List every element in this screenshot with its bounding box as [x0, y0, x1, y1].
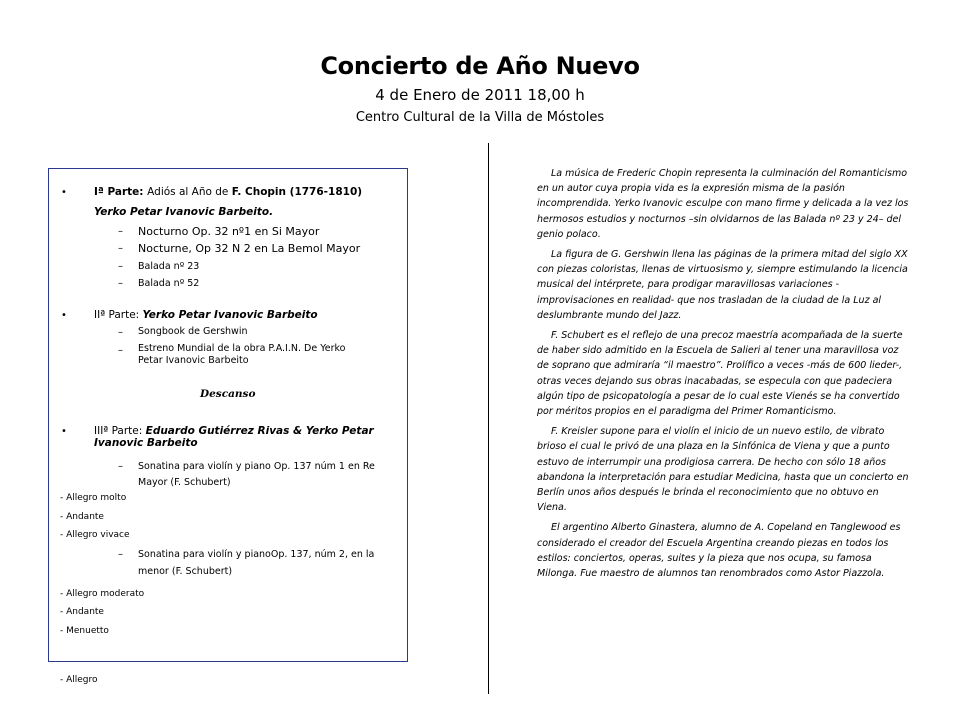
dash: – — [118, 549, 123, 560]
movement: - Allegro vivace — [60, 530, 130, 540]
part3-performer-line2: Ivanovic Barbeito — [94, 437, 198, 449]
part2-heading — [94, 309, 318, 321]
concert-venue: Centro Cultural de la Villa de Móstoles — [355, 110, 605, 125]
column-divider — [488, 143, 489, 694]
dash: – — [118, 327, 123, 338]
bullet-part2: • — [61, 310, 67, 321]
program-item: Petar Ivanovic Barbeito — [138, 355, 249, 366]
part1-label: Iª Parte: — [94, 186, 148, 198]
notes-paragraph-ginastera: El argentino Alberto Ginastera, alumno de A. Copeland en Tanglewood es considerado el creador del Escuela Argentina creando piezas en todos los estilos: conciertos, operas, suites y la pieza que nos ocupa, su famosa Milonga. Fue maestro de alumnos tan renombrados como Astor Piazzola. — [537, 522, 901, 580]
program-item: Nocturne, Op 32 N 2 en La Bemol Mayor — [138, 242, 361, 255]
dash: – — [118, 243, 123, 254]
dash: – — [118, 345, 123, 356]
part3-performer-line1: Eduardo Gutiérrez Rivas & Yerko Petar — [145, 425, 374, 437]
movement: - Andante — [60, 512, 104, 522]
bullet-part1: • — [61, 187, 67, 198]
part3-label: IIIª Parte: — [94, 425, 146, 437]
movement: - Andante — [60, 607, 104, 617]
movement: - Menuetto — [60, 626, 109, 636]
part1-composer: F. Chopin (1776-1810) — [231, 186, 363, 198]
sonata-title: Mayor (F. Schubert) — [138, 477, 231, 488]
program-item: Balada nº 52 — [138, 278, 200, 289]
part2-label: IIª Parte: — [94, 309, 143, 321]
part3-heading — [94, 425, 374, 437]
sonata-title: Sonatina para violín y piano Op. 137 núm 1 en Re — [138, 461, 375, 472]
movement: - Allegro moderato — [60, 589, 145, 599]
concert-date: 4 de Enero de 2011 18,00 h — [375, 86, 585, 104]
notes-paragraph-schubert: F. Schubert es el reflejo de una precoz maestría acompañada de la suerte de haber sido admitido en la Escuela de Salieri al tener una maravillosa voz de soprano que admiraría “il maestro”. Prolífico a veces -más de 600 lieder-, otras veces dejando sus obras inacabadas, se especula con que padeciera algún tipo de psicopatología a pesar de lo cual este Vienés se ha convertido por méritos propios en el paradigma del Primer Romanticismo. — [537, 330, 903, 418]
intermission-label: Descanso — [200, 388, 256, 400]
dash: – — [118, 261, 123, 272]
program-item: Balada nº 23 — [138, 261, 200, 272]
dash: – — [118, 226, 123, 237]
notes-paragraph-chopin: La música de Frederic Chopin representa la culminación del Romanticismo en un autor cuya propia vida es la expresión misma de la pasión incomprendida. Yerko Ivanovic esculpe con mano firme y delicada a la vez los hermosos estudios y nocturnos –sin olvidarnos de las Balada nº 23 y 24– del genio polaco. — [537, 168, 909, 240]
sonata-title: Sonatina para violín y pianoOp. 137, núm 2, en la — [138, 549, 375, 560]
program-notes — [537, 166, 909, 586]
part1-heading — [94, 186, 362, 198]
sonata-title: menor (F. Schubert) — [138, 566, 233, 577]
concert-title: Concierto de Año Nuevo — [320, 52, 640, 80]
program-item: Estreno Mundial de la obra P.A.I.N. De Yerko — [138, 343, 346, 354]
movement-overflow: - Allegro — [60, 675, 98, 685]
dash: – — [118, 461, 123, 472]
bullet-part3: • — [61, 426, 67, 437]
notes-paragraph-gershwin: La figura de G. Gershwin llena las páginas de la primera mitad del siglo XX con piezas coloristas, llenas de virtuosismo y, siempre estimulando la licencia musical del intérprete, para prodigar maravillosas variaciones -improvisaciones en realidad- que nos trasladan de la ciudad de la Luz al deslumbrante mundo del Jazz. — [537, 249, 908, 321]
part1-performer: Yerko Petar Ivanovic Barbeito. — [94, 206, 274, 218]
dash: – — [118, 278, 123, 289]
part2-performer: Yerko Petar Ivanovic Barbeito — [142, 309, 318, 321]
program-item: Nocturno Op. 32 nº1 en Si Mayor — [138, 225, 320, 238]
notes-paragraph-kreisler: F. Kreisler supone para el violín el inicio de un nuevo estilo, de vibrato brioso el cual le privó de una plaza en la Sinfónica de Viena y que a punto estuvo de interrumpir una prodigiosa carrera. De hecho con sólo 18 años abandona la interpretación para estudiar Medicina, hasta que un concierto en Berlín unos años después le brinda el reconocimiento que no obtuvo en Viena. — [537, 426, 909, 514]
part1-text: Adiós al Año de — [147, 186, 232, 198]
program-item: Songbook de Gershwin — [138, 326, 248, 337]
movement: - Allegro molto — [60, 493, 127, 503]
